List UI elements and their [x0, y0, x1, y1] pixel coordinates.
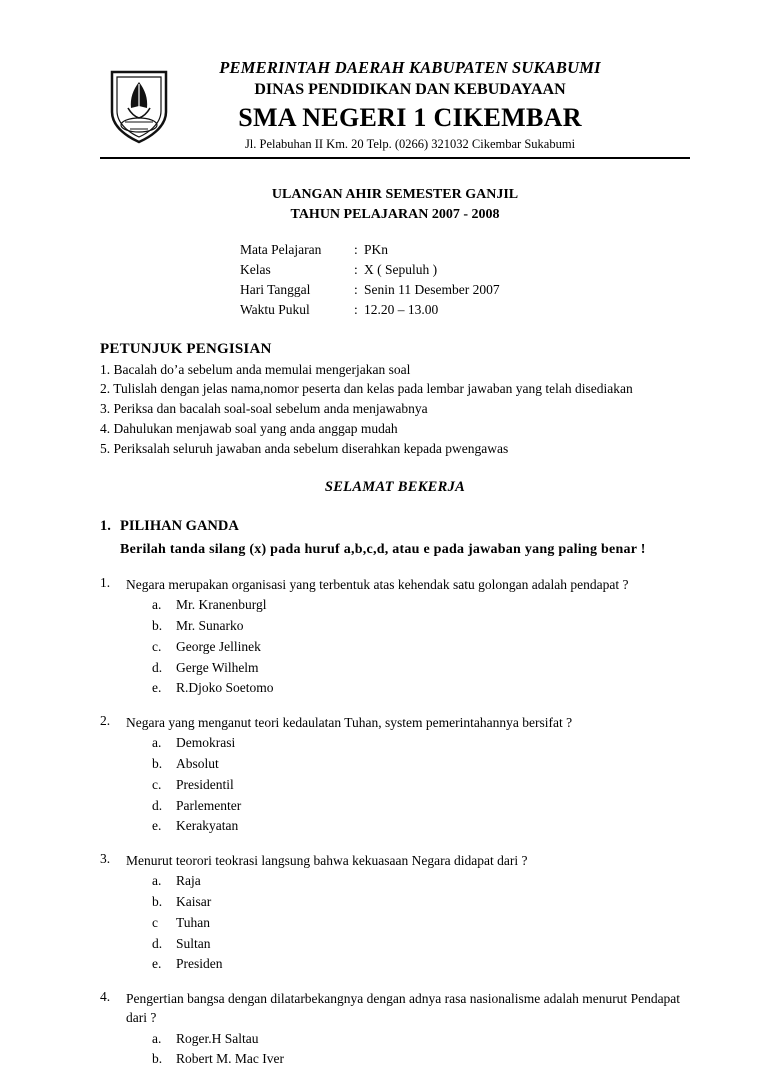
option-item[interactable] [152, 954, 690, 975]
school-address: Jl. Pelabuhan II Km. 20 Telp. (0266) 321032 Cikembar Sukabumi [244, 136, 576, 151]
question-item [100, 713, 690, 837]
option-letter: c. [152, 776, 162, 792]
meta-label: Kelas [240, 261, 271, 277]
option-item[interactable] [152, 678, 690, 699]
option-text: R.Djoko Soetomo [176, 680, 274, 696]
option-letter: b. [152, 756, 163, 772]
exam-title-line-2: TAHUN PELAJARAN 2007 - 2008 [290, 207, 500, 223]
question-text: Pengertian bangsa dengan dilatarbekangnya dengan adnya rasa nasionalisme adalah menurut Pendapat dari ? [126, 991, 681, 1026]
option-text: Sultan [176, 935, 211, 951]
meta-label: Mata Pelajaran [240, 241, 322, 257]
option-letter: a. [152, 1030, 162, 1046]
option-text: George Jellinek [176, 638, 261, 654]
government-name: PEMERINTAH DAERAH KABUPATEN SUKABUMI [219, 58, 601, 77]
meta-value: Senin 11 Desember 2007 [364, 282, 500, 298]
question-number: 4. [100, 989, 111, 1005]
meta-separator: : [354, 241, 358, 257]
option-letter: d. [152, 935, 163, 951]
meta-row [240, 260, 690, 280]
part-1-number: 1. [100, 518, 111, 535]
option-item[interactable] [152, 658, 690, 679]
option-item[interactable] [152, 616, 690, 637]
option-item[interactable] [152, 816, 690, 837]
option-text: Mr. Sunarko [176, 617, 244, 633]
option-item[interactable] [152, 637, 690, 658]
option-list [152, 1029, 690, 1070]
exam-title [100, 185, 690, 226]
option-item[interactable] [152, 871, 690, 892]
question-number: 1. [100, 575, 111, 591]
meta-value: X ( Sepuluh ) [364, 261, 438, 277]
option-item[interactable] [152, 733, 690, 754]
question-item [100, 989, 690, 1070]
option-item[interactable] [152, 934, 690, 955]
instruction-item: 1. Bacalah do’a sebelum anda memulai mengerjakan soal [100, 361, 411, 377]
letterhead [100, 58, 690, 152]
option-letter: b. [152, 894, 163, 910]
option-item[interactable] [152, 1029, 690, 1050]
option-text: Presidentil [176, 776, 234, 792]
option-text: Mr. Kranenburgl [176, 597, 267, 613]
instruction-item: 3. Periksa dan bacalah soal-soal sebelum anda menjawabnya [100, 401, 428, 417]
question-item [100, 575, 690, 699]
part-1 [100, 518, 690, 561]
option-text: Tuhan [176, 914, 211, 930]
option-letter: e. [152, 680, 162, 696]
school-name: SMA NEGERI 1 CIKEMBAR [238, 103, 582, 133]
option-text: Robert M. Mac Iver [176, 1051, 284, 1067]
option-text: Gerge Wilhelm [176, 659, 259, 675]
option-item[interactable] [152, 754, 690, 775]
option-text: Demokrasi [176, 735, 236, 751]
option-letter: c [152, 914, 158, 930]
instruction-item: 5. Periksalah seluruh jawaban anda sebelum diserahkan kepada pwengawas [100, 441, 509, 457]
instruction-item: 2. Tulislah dengan jelas nama,nomor peserta dan kelas pada lembar jawaban yang telah disediakan [100, 381, 633, 397]
option-letter: a. [152, 735, 162, 751]
option-text: Roger.H Saltau [176, 1030, 259, 1046]
question-item [100, 851, 690, 975]
question-text: Negara yang menganut teori kedaulatan Tuhan, system pemerintahannya bersifat ? [126, 715, 573, 731]
department-name: DINAS PENDIDIKAN DAN KEBUDAYAAN [254, 80, 566, 98]
question-number: 2. [100, 713, 111, 729]
question-text: Negara merupakan organisasi yang terbentuk atas kehendak satu golongan adalah pendapat ? [126, 577, 629, 593]
option-letter: b. [152, 617, 163, 633]
meta-row [240, 280, 690, 300]
option-text: Kerakyatan [176, 818, 239, 834]
option-letter: a. [152, 597, 162, 613]
meta-value: 12.20 – 13.00 [364, 302, 439, 318]
option-letter: b. [152, 1051, 163, 1067]
option-text: Raja [176, 873, 201, 889]
option-letter: d. [152, 659, 163, 675]
question-text: Menurut teorori teokrasi langsung bahwa kekuasaan Negara didapat dari ? [126, 853, 528, 869]
exam-meta [240, 240, 690, 321]
exam-title-line-1: ULANGAN AHIR SEMESTER GANJIL [271, 186, 519, 202]
meta-separator: : [354, 261, 358, 277]
meta-separator: : [354, 302, 358, 318]
header-divider [100, 157, 690, 159]
option-text: Absolut [176, 756, 219, 772]
option-text: Presiden [176, 956, 223, 972]
meta-label: Hari Tanggal [240, 282, 311, 298]
option-item[interactable] [152, 913, 690, 934]
part-1-title: PILIHAN GANDA [120, 518, 239, 535]
meta-row [240, 300, 690, 320]
question-number: 3. [100, 851, 111, 867]
option-list [152, 595, 690, 699]
instructions-list [100, 360, 690, 460]
meta-label: Waktu Pukul [240, 302, 310, 318]
instruction-item: 4. Dahulukan menjawab soal yang anda anggap mudah [100, 421, 398, 437]
part-1-heading [100, 518, 690, 535]
meta-value: PKn [364, 241, 389, 257]
option-list [152, 871, 690, 975]
option-text: Parlementer [176, 797, 242, 813]
school-crest-icon [108, 68, 170, 144]
option-item[interactable] [152, 892, 690, 913]
meta-separator: : [354, 282, 358, 298]
letterhead-text [170, 58, 690, 152]
option-letter: c. [152, 638, 162, 654]
option-letter: a. [152, 873, 162, 889]
option-item[interactable] [152, 796, 690, 817]
option-item[interactable] [152, 1049, 690, 1070]
part-1-instruction: Berilah tanda silang (x) pada huruf a,b,c,d, atau e pada jawaban yang paling benar ! [120, 542, 646, 558]
option-list [152, 733, 690, 837]
option-letter: e. [152, 818, 162, 834]
option-item[interactable] [152, 775, 690, 796]
option-letter: e. [152, 956, 162, 972]
option-letter: d. [152, 797, 163, 813]
option-text: Kaisar [176, 894, 212, 910]
option-item[interactable] [152, 595, 690, 616]
meta-row [240, 240, 690, 260]
good-luck-note: SELAMAT BEKERJA [324, 479, 466, 496]
instructions-title: PETUNJUK PENGISIAN [100, 340, 272, 357]
